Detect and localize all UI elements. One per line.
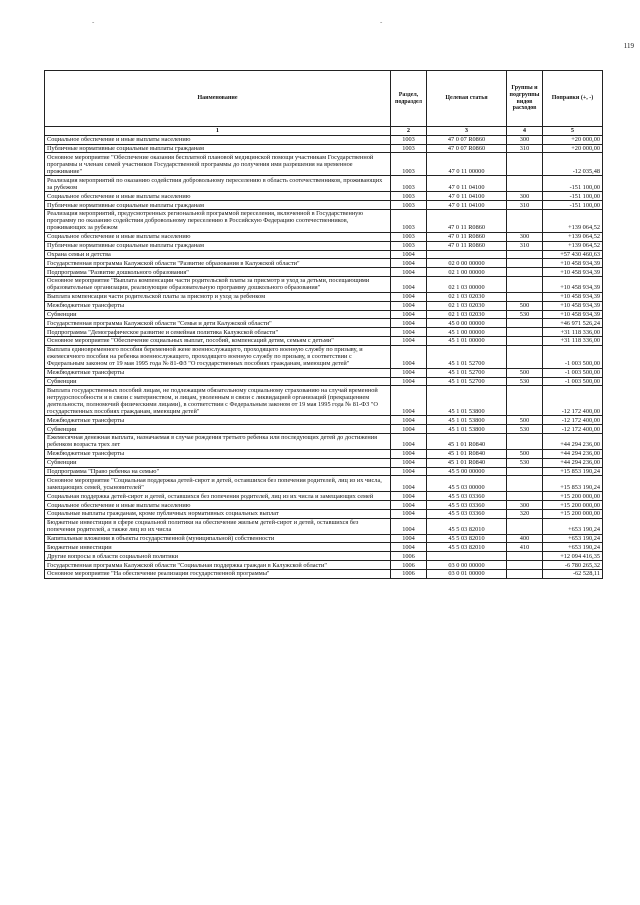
row-section: 1003 — [391, 144, 427, 153]
row-article: 02 1 03 02030 — [427, 292, 507, 301]
table-row — [45, 345, 603, 368]
row-name: Межбюджетные трансферты — [45, 449, 391, 458]
row-group — [507, 492, 543, 501]
row-group — [507, 434, 543, 450]
table-row — [45, 467, 603, 476]
row-group: 310 — [507, 241, 543, 250]
row-amount: -1 003 500,00 — [543, 368, 603, 377]
row-section: 1004 — [391, 310, 427, 319]
row-group — [507, 345, 543, 368]
row-section: 1004 — [391, 543, 427, 552]
page-number: 119 — [623, 42, 634, 50]
row-section: 1004 — [391, 268, 427, 277]
row-article: 45 0 00 00000 — [427, 319, 507, 328]
row-section: 1004 — [391, 277, 427, 293]
row-group: 500 — [507, 449, 543, 458]
row-amount: +15 200 000,00 — [543, 501, 603, 510]
table-row — [45, 144, 603, 153]
row-group — [507, 476, 543, 492]
colnum: 4 — [507, 127, 543, 136]
row-group: 320 — [507, 509, 543, 518]
row-section: 1004 — [391, 292, 427, 301]
table-row — [45, 301, 603, 310]
table-row — [45, 232, 603, 241]
row-group — [507, 277, 543, 293]
row-name: Субвенции — [45, 377, 391, 386]
table-row — [45, 377, 603, 386]
row-name: Публичные нормативные социальные выплаты гражданам — [45, 201, 391, 210]
row-name: Основное мероприятие "Социальная поддержка детей-сирот и детей, оставшихся без попечения родителей, лиц из их числа, замещающих семей, усыновителей" — [45, 476, 391, 492]
row-section: 1004 — [391, 250, 427, 259]
row-amount: +57 430 460,63 — [543, 250, 603, 259]
colnum: 5 — [543, 127, 603, 136]
row-group: 410 — [507, 543, 543, 552]
table-row — [45, 310, 603, 319]
row-name: Выплата компенсации части родительской платы за присмотр и уход за ребенком — [45, 292, 391, 301]
row-section: 1004 — [391, 345, 427, 368]
row-article: 45 1 01 52700 — [427, 377, 507, 386]
row-article: 45 5 03 82010 — [427, 534, 507, 543]
table-row — [45, 509, 603, 518]
colnum: 2 — [391, 127, 427, 136]
row-section: 1003 — [391, 232, 427, 241]
row-group — [507, 552, 543, 561]
table-header — [45, 71, 603, 127]
table-row — [45, 386, 603, 416]
table-row — [45, 319, 603, 328]
row-name: Субвенции — [45, 458, 391, 467]
row-amount: +44 294 236,00 — [543, 449, 603, 458]
row-amount: +31 118 336,00 — [543, 328, 603, 337]
row-amount: +139 064,52 — [543, 209, 603, 232]
row-section: 1006 — [391, 552, 427, 561]
table-row — [45, 176, 603, 192]
row-amount: +10 458 934,39 — [543, 259, 603, 268]
table-row — [45, 416, 603, 425]
row-section: 1004 — [391, 425, 427, 434]
table-row — [45, 328, 603, 337]
row-amount: +15 200 000,00 — [543, 509, 603, 518]
row-amount: +44 294 236,00 — [543, 458, 603, 467]
table-row — [45, 192, 603, 201]
row-section: 1003 — [391, 241, 427, 250]
table-row — [45, 209, 603, 232]
row-article: 47 0 07 R0860 — [427, 135, 507, 144]
row-section: 1004 — [391, 492, 427, 501]
row-section: 1003 — [391, 192, 427, 201]
header-section: Раздел, подраздел — [391, 71, 427, 127]
row-name: Бюджетные инвестиции в сфере социальной политики на обеспечение жильем детей-сирот и детей, оставшихся без попечения родителей, а также лиц из их числа — [45, 518, 391, 534]
row-article: 47 0 11 R0860 — [427, 232, 507, 241]
row-amount: +10 458 934,39 — [543, 301, 603, 310]
row-article: 45 1 01 R0840 — [427, 434, 507, 450]
row-article: 03 0 00 00000 — [427, 561, 507, 570]
row-section: 1003 — [391, 153, 427, 176]
row-article: 45 5 00 00000 — [427, 467, 507, 476]
row-group: 400 — [507, 534, 543, 543]
row-amount: -12 172 400,00 — [543, 416, 603, 425]
row-amount: +10 458 934,39 — [543, 310, 603, 319]
row-amount: +46 971 526,24 — [543, 319, 603, 328]
row-group — [507, 386, 543, 416]
row-article: 02 0 00 00000 — [427, 259, 507, 268]
row-section: 1004 — [391, 259, 427, 268]
row-section: 1003 — [391, 209, 427, 232]
row-section: 1006 — [391, 561, 427, 570]
scan-mark: - — [380, 18, 383, 26]
row-group: 300 — [507, 232, 543, 241]
row-section: 1004 — [391, 501, 427, 510]
table-row — [45, 561, 603, 570]
row-name: Реализация мероприятий по оказанию содействия добровольному переселению в область соотечественников, проживающих за рубежом — [45, 176, 391, 192]
table-row — [45, 292, 603, 301]
row-amount: +20 000,00 — [543, 135, 603, 144]
row-amount: +15 200 000,00 — [543, 492, 603, 501]
row-group — [507, 153, 543, 176]
row-name: Подпрограмма "Развитие дошкольного образования" — [45, 268, 391, 277]
row-group: 310 — [507, 201, 543, 210]
row-article: 47 0 07 R0860 — [427, 144, 507, 153]
table-body — [45, 135, 603, 578]
row-article: 02 1 03 02030 — [427, 301, 507, 310]
row-amount: -12 172 400,00 — [543, 425, 603, 434]
row-section: 1004 — [391, 386, 427, 416]
row-name: Государственная программа Калужской области "Социальная поддержка граждан в Калужской области" — [45, 561, 391, 570]
row-section: 1004 — [391, 301, 427, 310]
row-section: 1004 — [391, 368, 427, 377]
row-name: Бюджетные инвестиции — [45, 543, 391, 552]
row-name: Государственная программа Калужской области "Развитие образования в Калужской области" — [45, 259, 391, 268]
row-article: 45 5 03 03360 — [427, 492, 507, 501]
row-name: Другие вопросы в области социальной политики — [45, 552, 391, 561]
row-name: Основное мероприятие "На обеспечение реализации государственной программы" — [45, 569, 391, 578]
row-name: Межбюджетные трансферты — [45, 416, 391, 425]
row-amount: +44 294 236,00 — [543, 434, 603, 450]
table-row — [45, 434, 603, 450]
row-article: 47 0 11 04100 — [427, 176, 507, 192]
row-name: Межбюджетные трансферты — [45, 368, 391, 377]
row-article — [427, 552, 507, 561]
row-amount: +10 458 934,39 — [543, 277, 603, 293]
row-section: 1004 — [391, 518, 427, 534]
row-group: 530 — [507, 310, 543, 319]
row-name: Социальные выплаты гражданам, кроме публичных нормативных социальных выплат — [45, 509, 391, 518]
row-article: 02 1 03 02030 — [427, 310, 507, 319]
row-article: 47 0 11 04100 — [427, 192, 507, 201]
row-section: 1004 — [391, 476, 427, 492]
row-group — [507, 250, 543, 259]
row-group — [507, 259, 543, 268]
table-row — [45, 268, 603, 277]
row-amount: -151 100,00 — [543, 201, 603, 210]
row-group — [507, 467, 543, 476]
row-article: 45 1 01 52700 — [427, 368, 507, 377]
row-article: 45 5 03 82010 — [427, 518, 507, 534]
scan-mark: - — [92, 18, 95, 26]
header-group: Группы и подгруппы видов расходов — [507, 71, 543, 127]
row-article: 45 5 03 03360 — [427, 509, 507, 518]
column-numbers — [45, 127, 603, 136]
row-name: Подпрограмма "Демографическое развитие и семейная политика Калужской области" — [45, 328, 391, 337]
row-name: Охрана семьи и детства — [45, 250, 391, 259]
row-amount: -12 035,48 — [543, 153, 603, 176]
table-row — [45, 337, 603, 346]
row-amount: +31 118 336,00 — [543, 337, 603, 346]
table-row — [45, 153, 603, 176]
row-article: 47 0 11 00000 — [427, 153, 507, 176]
row-section: 1003 — [391, 135, 427, 144]
header-name: Наименование — [45, 71, 391, 127]
row-group: 530 — [507, 377, 543, 386]
table-row — [45, 569, 603, 578]
table-row — [45, 476, 603, 492]
row-section: 1004 — [391, 377, 427, 386]
row-article: 45 1 01 52700 — [427, 345, 507, 368]
row-group — [507, 209, 543, 232]
row-amount: +139 064,52 — [543, 241, 603, 250]
row-group — [507, 292, 543, 301]
row-section: 1003 — [391, 201, 427, 210]
table-row — [45, 449, 603, 458]
row-name: Социальное обеспечение и иные выплаты населению — [45, 501, 391, 510]
row-group: 500 — [507, 301, 543, 310]
row-amount: +10 458 934,39 — [543, 292, 603, 301]
row-group: 500 — [507, 368, 543, 377]
table-row — [45, 259, 603, 268]
table-row — [45, 135, 603, 144]
table-row — [45, 425, 603, 434]
row-amount: -62 528,11 — [543, 569, 603, 578]
row-name: Основное мероприятие "Обеспечение оказания бесплатной плановой медицинской помощи участникам Государственной программы и членам семей участников Государственной программы до получения ими разрешения на временное проживание" — [45, 153, 391, 176]
table-row — [45, 518, 603, 534]
table-row — [45, 368, 603, 377]
row-group — [507, 569, 543, 578]
row-name: Субвенции — [45, 425, 391, 434]
table-row — [45, 201, 603, 210]
row-section: 1004 — [391, 337, 427, 346]
row-amount: -1 003 500,00 — [543, 377, 603, 386]
row-amount: +139 064,52 — [543, 232, 603, 241]
row-amount: -151 100,00 — [543, 176, 603, 192]
row-article: 02 1 03 00000 — [427, 277, 507, 293]
colnum: 1 — [45, 127, 391, 136]
row-article: 45 5 03 03360 — [427, 501, 507, 510]
row-group — [507, 518, 543, 534]
row-section: 1004 — [391, 449, 427, 458]
row-amount: -151 100,00 — [543, 192, 603, 201]
row-article: 45 1 01 53800 — [427, 425, 507, 434]
row-amount: -6 780 265,32 — [543, 561, 603, 570]
row-name: Основное мероприятие "Выплата компенсации части родительской платы за присмотр и уход за детьми, посещающими образовательные организации, реализующие образовательную программу дошкольного образования" — [45, 277, 391, 293]
budget-amendments-table — [44, 70, 603, 579]
row-name: Основное мероприятие "Обеспечение социальных выплат, пособий, компенсаций детям, семьям с детьми" — [45, 337, 391, 346]
row-group: 530 — [507, 458, 543, 467]
row-name: Реализация мероприятий, предусмотренных региональной программой переселения, включенной в Государственную программу по оказанию содействия добровольному переселению в Российскую Федерацию соотечественников, проживающих за рубежом — [45, 209, 391, 232]
row-section: 1004 — [391, 534, 427, 543]
row-section: 1003 — [391, 176, 427, 192]
row-amount: +653 190,24 — [543, 534, 603, 543]
row-name: Ежемесячная денежная выплата, назначаемая в случае рождения третьего ребенка или последующих детей до достижения ребенком возраста трех лет — [45, 434, 391, 450]
row-group — [507, 176, 543, 192]
row-article: 03 0 01 00000 — [427, 569, 507, 578]
row-article: 02 1 00 00000 — [427, 268, 507, 277]
row-group — [507, 328, 543, 337]
row-amount: +653 190,24 — [543, 543, 603, 552]
row-article — [427, 250, 507, 259]
header-amendment: Поправки (+, -) — [543, 71, 603, 127]
row-section: 1004 — [391, 416, 427, 425]
row-group — [507, 319, 543, 328]
row-section: 1004 — [391, 458, 427, 467]
row-amount: +15 853 190,24 — [543, 467, 603, 476]
header-article: Целевая статья — [427, 71, 507, 127]
table-row — [45, 458, 603, 467]
table-row — [45, 250, 603, 259]
row-name: Капитальные вложения в объекты государственной (муниципальной) собственности — [45, 534, 391, 543]
row-article: 45 5 03 00000 — [427, 476, 507, 492]
row-name: Публичные нормативные социальные выплаты гражданам — [45, 241, 391, 250]
row-section: 1006 — [391, 569, 427, 578]
row-article: 47 0 11 04100 — [427, 201, 507, 210]
row-group: 300 — [507, 192, 543, 201]
row-section: 1004 — [391, 319, 427, 328]
row-name: Межбюджетные трансферты — [45, 301, 391, 310]
table-row — [45, 534, 603, 543]
row-name: Субвенции — [45, 310, 391, 319]
row-name: Государственная программа Калужской области "Семья и дети Калужской области" — [45, 319, 391, 328]
row-article: 45 1 01 R0840 — [427, 458, 507, 467]
row-amount: +20 000,00 — [543, 144, 603, 153]
table-row — [45, 492, 603, 501]
row-article: 45 1 00 00000 — [427, 328, 507, 337]
row-article: 47 0 11 R0860 — [427, 209, 507, 232]
row-name: Социальное обеспечение и иные выплаты населению — [45, 232, 391, 241]
row-name: Выплата единовременного пособия беременной жене военнослужащего, проходящего военную службу по призыву, и ежемесячного пособия на ребенка военнослужащего, проходящего военную службу по призыву, в соответствии с Федеральным законом от 19 мая 1995 года № 81-ФЗ "О государственных пособиях гражданам, имеющим детей" — [45, 345, 391, 368]
row-group: 300 — [507, 135, 543, 144]
row-article: 45 5 03 82010 — [427, 543, 507, 552]
row-article: 45 1 01 53800 — [427, 386, 507, 416]
row-name: Подпрограмма "Право ребенка на семью" — [45, 467, 391, 476]
row-article: 45 1 01 R0840 — [427, 449, 507, 458]
row-amount: +15 853 190,24 — [543, 476, 603, 492]
row-group — [507, 268, 543, 277]
table-row — [45, 277, 603, 293]
row-section: 1004 — [391, 467, 427, 476]
row-section: 1004 — [391, 328, 427, 337]
row-article: 47 0 11 R0860 — [427, 241, 507, 250]
row-group — [507, 561, 543, 570]
row-group: 530 — [507, 425, 543, 434]
row-amount: +10 458 934,39 — [543, 268, 603, 277]
row-name: Социальное обеспечение и иные выплаты населению — [45, 192, 391, 201]
row-amount: +653 190,24 — [543, 518, 603, 534]
table-row — [45, 543, 603, 552]
row-section: 1004 — [391, 509, 427, 518]
row-name: Выплата государственных пособий лицам, не подлежащим обязательному социальному страхованию на случай временной нетрудоспособности и в связи с материнством, и лицам, уволенным в связи с ликвидацией организаций (прекращением деятельности, полномочий физическими лицами), в соответствии с Федеральным законом от 19 мая 1995 года № 81-ФЗ "О государственных пособиях гражданам, имеющим детей" — [45, 386, 391, 416]
row-group: 300 — [507, 501, 543, 510]
table-row — [45, 241, 603, 250]
row-group: 500 — [507, 416, 543, 425]
row-article: 45 1 01 00000 — [427, 337, 507, 346]
row-name: Социальная поддержка детей-сирот и детей, оставшихся без попечения родителей, лиц из их числа и замещающих семей — [45, 492, 391, 501]
row-section: 1004 — [391, 434, 427, 450]
table-row — [45, 552, 603, 561]
row-name: Социальное обеспечение и иные выплаты населению — [45, 135, 391, 144]
row-group — [507, 337, 543, 346]
row-article: 45 1 01 53800 — [427, 416, 507, 425]
row-amount: -1 003 500,00 — [543, 345, 603, 368]
row-amount: +12 094 416,35 — [543, 552, 603, 561]
row-name: Публичные нормативные социальные выплаты гражданам — [45, 144, 391, 153]
table-row — [45, 501, 603, 510]
colnum: 3 — [427, 127, 507, 136]
row-group: 310 — [507, 144, 543, 153]
row-amount: -12 172 400,00 — [543, 386, 603, 416]
